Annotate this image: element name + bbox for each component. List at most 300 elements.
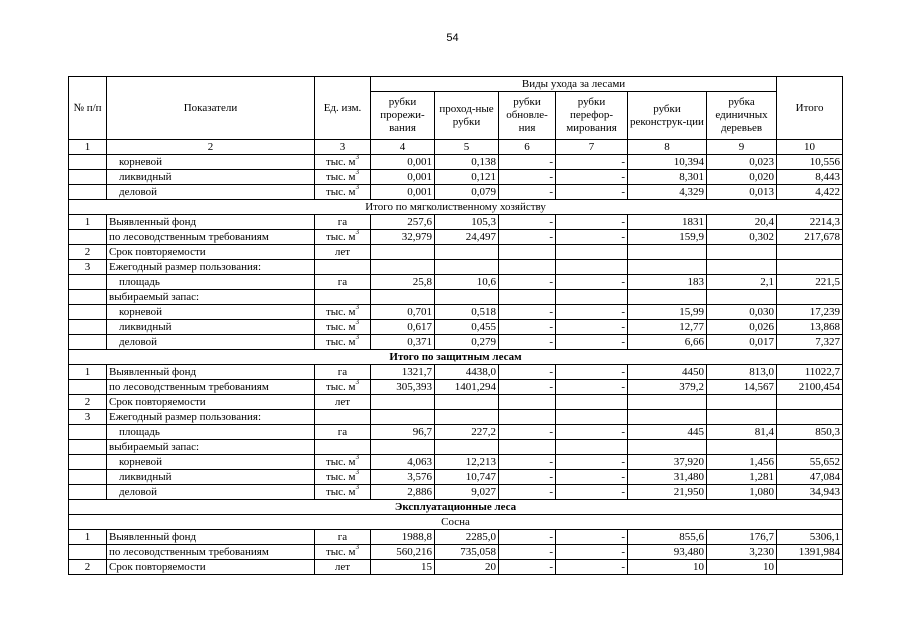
table-header [69,77,843,155]
value-cell: 10 [628,560,707,575]
row-number [69,170,107,185]
row-label: Выявленный фонд [107,530,315,545]
row-label: ликвидный [107,470,315,485]
value-cell: 7,327 [777,335,843,350]
row-number: 3 [69,410,107,425]
table-row [69,185,843,200]
section-row [69,350,843,365]
row-number [69,230,107,245]
value-cell [707,410,777,425]
value-cell: - [499,335,556,350]
row-unit: лет [315,560,371,575]
value-cell: - [556,170,628,185]
value-cell [628,245,707,260]
value-cell: - [499,215,556,230]
value-cell: - [499,380,556,395]
value-cell: 176,7 [707,530,777,545]
unit-text: тыс. м [325,185,356,198]
row-number: 2 [69,245,107,260]
index-cell: 10 [777,140,843,155]
value-cell: 37,920 [628,455,707,470]
value-cell: - [556,455,628,470]
value-cell: - [499,485,556,500]
value-cell: - [556,215,628,230]
value-cell: - [556,185,628,200]
table-row [69,320,843,335]
unit-text: тыс. м [325,545,356,558]
unit-superscript: 3 [355,469,360,476]
value-cell: - [556,275,628,290]
table-row [69,290,843,305]
value-cell: 0,017 [707,335,777,350]
value-cell [371,395,435,410]
value-cell: 2,886 [371,485,435,500]
value-cell: 15 [371,560,435,575]
value-cell [371,260,435,275]
table-body [69,155,843,575]
index-cell: 2 [107,140,315,155]
value-cell [777,260,843,275]
value-cell: - [556,305,628,320]
row-unit: га [315,530,371,545]
row-label: корневой [107,305,315,320]
table-row [69,530,843,545]
table-row [69,305,843,320]
value-cell: - [556,335,628,350]
value-cell: 183 [628,275,707,290]
value-cell [371,410,435,425]
row-unit: лет [315,245,371,260]
value-cell [707,290,777,305]
header-col-9: рубка единичных деревьев [707,92,777,140]
value-cell: 4450 [628,365,707,380]
value-cell: - [499,425,556,440]
index-cell: 7 [556,140,628,155]
value-cell: - [556,320,628,335]
value-cell [435,410,499,425]
value-cell [371,290,435,305]
section-title: Эксплуатационные леса [69,500,843,515]
index-cell: 3 [315,140,371,155]
value-cell: 10,556 [777,155,843,170]
value-cell: 105,3 [435,215,499,230]
value-cell: 0,302 [707,230,777,245]
row-number [69,320,107,335]
value-cell: 217,678 [777,230,843,245]
row-unit [315,155,371,170]
table-row [69,245,843,260]
value-cell: - [556,560,628,575]
value-cell: 1,456 [707,455,777,470]
value-cell: - [556,230,628,245]
value-cell [556,260,628,275]
value-cell: 0,138 [435,155,499,170]
row-unit [315,470,371,485]
index-row [69,140,843,155]
row-number [69,380,107,395]
value-cell [777,560,843,575]
row-unit [315,170,371,185]
row-label: Срок повторяемости [107,395,315,410]
value-cell: - [499,545,556,560]
value-cell: 4,329 [628,185,707,200]
row-unit [315,305,371,320]
row-unit: лет [315,395,371,410]
section-title: Итого по защитным лесам [69,350,843,365]
forest-care-table [68,76,843,575]
header-indicators: Показатели [107,77,315,140]
row-label: по лесоводственным требованиям [107,230,315,245]
value-cell: 0,455 [435,320,499,335]
unit-superscript: 3 [355,484,360,491]
value-cell: 5306,1 [777,530,843,545]
unit-superscript: 3 [355,304,360,311]
value-cell: 17,239 [777,305,843,320]
value-cell: - [556,545,628,560]
table-row [69,470,843,485]
value-cell [556,395,628,410]
value-cell: 93,480 [628,545,707,560]
row-unit: га [315,425,371,440]
unit-text: тыс. м [325,170,356,183]
value-cell: 20 [435,560,499,575]
value-cell: 0,279 [435,335,499,350]
table-row [69,365,843,380]
unit-text: тыс. м [325,485,356,498]
unit-text: тыс. м [325,305,356,318]
value-cell: - [499,170,556,185]
value-cell: 0,701 [371,305,435,320]
value-cell [499,245,556,260]
row-number [69,485,107,500]
section-row [69,200,843,215]
table-row [69,260,843,275]
value-cell: 4,063 [371,455,435,470]
value-cell: 12,213 [435,455,499,470]
row-unit [315,230,371,245]
value-cell [707,395,777,410]
value-cell [777,290,843,305]
row-number [69,440,107,455]
row-number [69,290,107,305]
row-label: деловой [107,335,315,350]
row-unit: га [315,275,371,290]
value-cell: 0,001 [371,185,435,200]
value-cell: - [499,275,556,290]
row-unit [315,455,371,470]
value-cell [628,290,707,305]
table-row [69,215,843,230]
value-cell: 0,518 [435,305,499,320]
value-cell: 305,393 [371,380,435,395]
value-cell [435,260,499,275]
row-label: деловой [107,185,315,200]
table-row [69,485,843,500]
row-label: площадь [107,275,315,290]
value-cell: 159,9 [628,230,707,245]
value-cell: 379,2 [628,380,707,395]
table-row [69,170,843,185]
value-cell: - [556,425,628,440]
row-unit [315,290,371,305]
row-label: Ежегодный размер пользования: [107,260,315,275]
value-cell: - [499,305,556,320]
value-cell: 2214,3 [777,215,843,230]
row-number [69,455,107,470]
header-total: Итого [777,77,843,140]
value-cell: 24,497 [435,230,499,245]
table-row [69,425,843,440]
section-row [69,515,843,530]
value-cell [499,290,556,305]
unit-superscript: 3 [355,379,360,386]
unit-text: тыс. м [325,155,356,168]
value-cell: 0,079 [435,185,499,200]
value-cell: 0,020 [707,170,777,185]
row-number: 2 [69,395,107,410]
value-cell: 1391,984 [777,545,843,560]
value-cell: 735,058 [435,545,499,560]
header-group: Виды ухода за лесами [371,77,777,92]
row-unit [315,260,371,275]
unit-superscript: 3 [355,154,360,161]
value-cell: 3,230 [707,545,777,560]
value-cell: 8,443 [777,170,843,185]
value-cell: 1321,7 [371,365,435,380]
value-cell: 0,371 [371,335,435,350]
row-number [69,275,107,290]
row-number: 1 [69,365,107,380]
unit-text: тыс. м [325,380,356,393]
value-cell: - [556,530,628,545]
row-unit [315,485,371,500]
header-col-6: рубки обновле-ния [499,92,556,140]
row-unit [315,440,371,455]
row-unit: га [315,215,371,230]
value-cell: 14,567 [707,380,777,395]
value-cell [556,290,628,305]
value-cell: 1,080 [707,485,777,500]
value-cell: - [556,470,628,485]
value-cell: - [499,230,556,245]
table-row [69,545,843,560]
value-cell [556,410,628,425]
value-cell: 20,4 [707,215,777,230]
section-title: Итого по мягколиственному хозяйству [69,200,843,215]
row-label: по лесоводственным требованиям [107,545,315,560]
row-label: корневой [107,455,315,470]
value-cell: 55,652 [777,455,843,470]
value-cell: 4438,0 [435,365,499,380]
value-cell: - [499,365,556,380]
table-row [69,155,843,170]
value-cell: 81,4 [707,425,777,440]
value-cell [628,410,707,425]
unit-superscript: 3 [355,544,360,551]
value-cell: 221,5 [777,275,843,290]
value-cell: 32,979 [371,230,435,245]
value-cell: 0,121 [435,170,499,185]
value-cell [707,245,777,260]
row-number [69,185,107,200]
row-number [69,155,107,170]
row-unit [315,380,371,395]
unit-text: тыс. м [325,335,356,348]
index-cell: 1 [69,140,107,155]
table-row [69,395,843,410]
row-unit [315,185,371,200]
row-label: выбираемый запас: [107,440,315,455]
value-cell [628,395,707,410]
value-cell: 0,030 [707,305,777,320]
value-cell: - [499,470,556,485]
value-cell: 10,394 [628,155,707,170]
table-row [69,380,843,395]
unit-superscript: 3 [355,334,360,341]
value-cell: - [556,380,628,395]
value-cell: 31,480 [628,470,707,485]
value-cell: 12,77 [628,320,707,335]
header-unit: Ед. изм. [315,77,371,140]
value-cell: 855,6 [628,530,707,545]
row-unit [315,545,371,560]
row-label: Срок повторяемости [107,560,315,575]
value-cell [707,440,777,455]
unit-text: тыс. м [325,455,356,468]
value-cell: 227,2 [435,425,499,440]
value-cell: 1988,8 [371,530,435,545]
row-label: деловой [107,485,315,500]
unit-text: тыс. м [325,470,356,483]
row-label: корневой [107,155,315,170]
row-number: 1 [69,215,107,230]
row-number: 3 [69,260,107,275]
row-unit [315,335,371,350]
value-cell [777,395,843,410]
row-number [69,425,107,440]
value-cell [371,245,435,260]
table-row [69,230,843,245]
value-cell [371,440,435,455]
value-cell: 0,001 [371,170,435,185]
table-row [69,455,843,470]
value-cell: 813,0 [707,365,777,380]
index-cell: 6 [499,140,556,155]
unit-superscript: 3 [355,454,360,461]
value-cell: 445 [628,425,707,440]
value-cell [435,290,499,305]
header-col-4: рубки прорежи-вания [371,92,435,140]
value-cell: 8,301 [628,170,707,185]
index-cell: 4 [371,140,435,155]
row-label: по лесоводственным требованиям [107,380,315,395]
value-cell: 0,617 [371,320,435,335]
value-cell [499,260,556,275]
section-title: Сосна [69,515,843,530]
value-cell [499,410,556,425]
index-cell: 5 [435,140,499,155]
value-cell: - [499,560,556,575]
row-label: площадь [107,425,315,440]
value-cell: 2285,0 [435,530,499,545]
value-cell [777,410,843,425]
value-cell [556,245,628,260]
row-number [69,545,107,560]
value-cell: 9,027 [435,485,499,500]
row-unit [315,320,371,335]
value-cell: - [499,320,556,335]
row-number: 1 [69,530,107,545]
unit-superscript: 3 [355,169,360,176]
unit-text: тыс. м [325,320,356,333]
value-cell: 25,8 [371,275,435,290]
header-num: № п/п [69,77,107,140]
table-row [69,410,843,425]
index-cell: 8 [628,140,707,155]
row-unit [315,410,371,425]
unit-superscript: 3 [355,229,360,236]
row-label: ликвидный [107,170,315,185]
row-label: Ежегодный размер пользования: [107,410,315,425]
value-cell: 21,950 [628,485,707,500]
value-cell: 560,216 [371,545,435,560]
value-cell: - [556,155,628,170]
table-row [69,440,843,455]
value-cell: 0,026 [707,320,777,335]
row-unit: га [315,365,371,380]
value-cell: 1401,294 [435,380,499,395]
value-cell: - [499,185,556,200]
row-label: ликвидный [107,320,315,335]
value-cell [499,440,556,455]
value-cell: 2100,454 [777,380,843,395]
row-label: Выявленный фонд [107,365,315,380]
unit-superscript: 3 [355,319,360,326]
table-row [69,275,843,290]
row-label: Срок повторяемости [107,245,315,260]
value-cell: - [556,365,628,380]
value-cell: 15,99 [628,305,707,320]
value-cell: 10 [707,560,777,575]
value-cell: 850,3 [777,425,843,440]
value-cell: 1831 [628,215,707,230]
value-cell: 257,6 [371,215,435,230]
value-cell: 10,6 [435,275,499,290]
value-cell: 96,7 [371,425,435,440]
value-cell [628,260,707,275]
value-cell [499,395,556,410]
value-cell: - [499,530,556,545]
value-cell [777,440,843,455]
row-label: выбираемый запас: [107,290,315,305]
value-cell [628,440,707,455]
index-cell: 9 [707,140,777,155]
table-row [69,560,843,575]
value-cell: 0,023 [707,155,777,170]
value-cell [435,395,499,410]
header-col-7: рубки перефор-мирования [556,92,628,140]
value-cell: - [499,455,556,470]
header-col-5: проход-ные рубки [435,92,499,140]
value-cell: 0,001 [371,155,435,170]
value-cell [435,245,499,260]
value-cell: 34,943 [777,485,843,500]
value-cell: 1,281 [707,470,777,485]
value-cell: 3,576 [371,470,435,485]
header-col-8: рубки реконструк-ции [628,92,707,140]
row-number: 2 [69,560,107,575]
value-cell: - [499,155,556,170]
